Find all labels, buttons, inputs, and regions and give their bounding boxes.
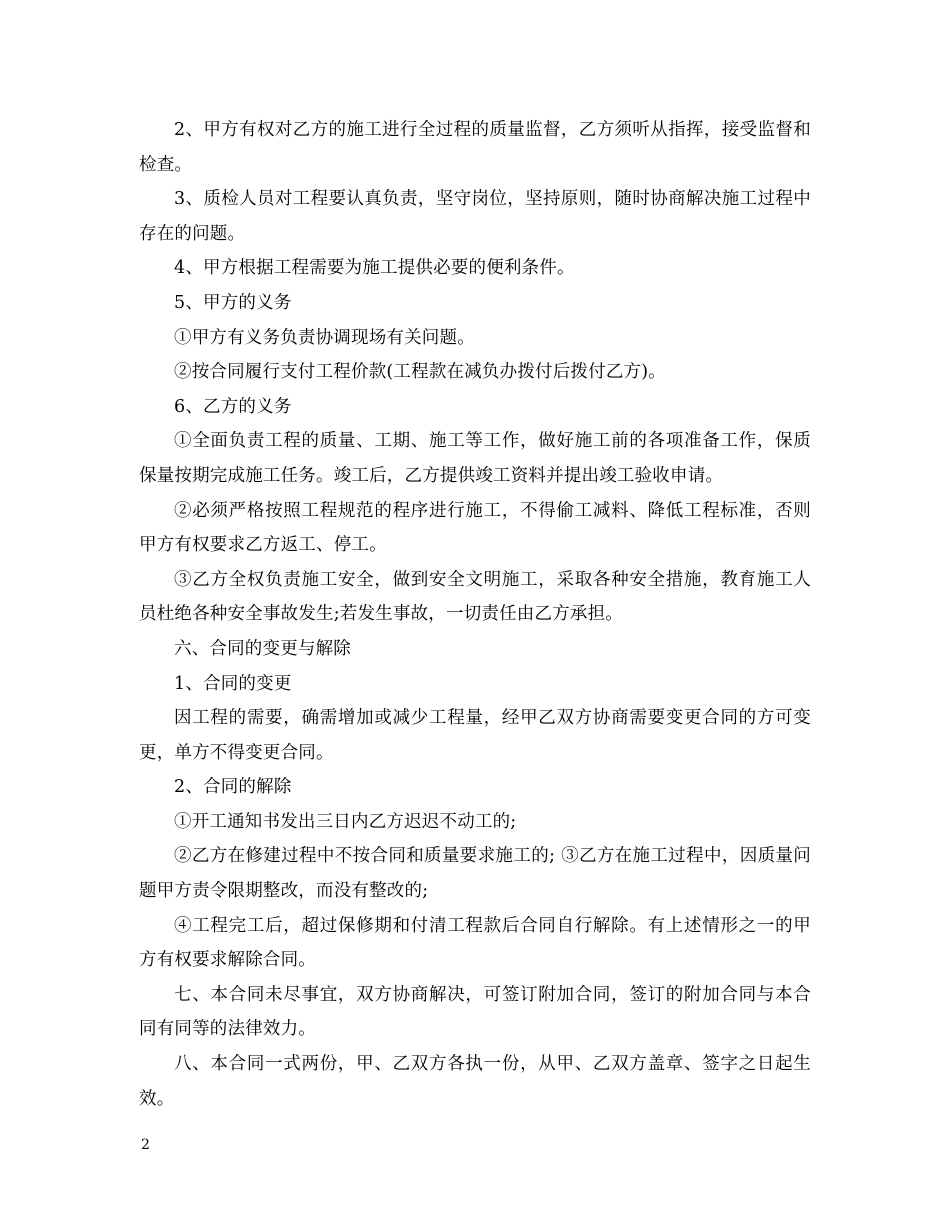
paragraph: ②按合同履行支付工程价款(工程款在减负办拨付后拨付乙方)。 — [174, 362, 666, 383]
document-body — [139, 113, 811, 1116]
paragraph: ③乙方全权负责施工安全，做到安全文明施工，采取各种安全措施，教育施工人员杜绝各种安全事故发生;若发生事故，一切责任由乙方承担。 — [139, 569, 811, 625]
paragraph: 七、本合同未尽事宜，双方协商解决，可签订附加合同，签订的附加合同与本合同有同等的法律效力。 — [139, 984, 811, 1040]
section-heading: 5、甲方的义务 — [174, 292, 292, 313]
paragraph: ④工程完工后，超过保修期和付清工程款后合同自行解除。有上述情形之一的甲方有权要求解除合同。 — [139, 915, 811, 971]
paragraph: ①甲方有义务负责协调现场有关问题。 — [174, 327, 475, 348]
paragraph: ②必须严格按照工程规范的程序进行施工，不得偷工减料、降低工程标准，否则甲方有权要求乙方返工、停工。 — [139, 500, 811, 556]
section-heading: 2、合同的解除 — [174, 777, 292, 798]
paragraph: 八、本合同一式两份，甲、乙双方各执一份，从甲、乙双方盖章、签字之日起生效。 — [139, 1054, 811, 1109]
paragraph: 4、甲方根据工程需要为施工提供必要的便利条件。 — [174, 258, 575, 279]
paragraph: 3、质检人员对工程要认真负责，坚守岗位，坚持原则，随时协商解决施工过程中存在的问题。 — [139, 189, 811, 244]
page-number: 2 — [141, 1137, 150, 1153]
section-heading: 1、合同的变更 — [174, 673, 292, 694]
paragraph: 2、甲方有权对乙方的施工进行全过程的质量监督，乙方须听从指挥，接受监督和检查。 — [139, 120, 811, 175]
paragraph: 因工程的需要，确需增加或减少工程量，经甲乙双方协商需要变更合同的方可变更，单方不得变更合同。 — [139, 708, 811, 763]
paragraph: ②乙方在修建过程中不按合同和质量要求施工的; ③乙方在施工过程中，因质量问题甲方责令限期整改，而没有整改的; — [139, 846, 811, 902]
paragraph: ①全面负责工程的质量、工期、施工等工作，做好施工前的各项准备工作，保质保量按期完成施工任务。竣工后，乙方提供竣工资料并提出竣工验收申请。 — [139, 431, 811, 486]
paragraph: ①开工通知书发出三日内乙方迟迟不动工的; — [174, 811, 517, 832]
section-heading: 6、乙方的义务 — [174, 396, 292, 417]
section-heading: 六、合同的变更与解除 — [174, 638, 351, 659]
